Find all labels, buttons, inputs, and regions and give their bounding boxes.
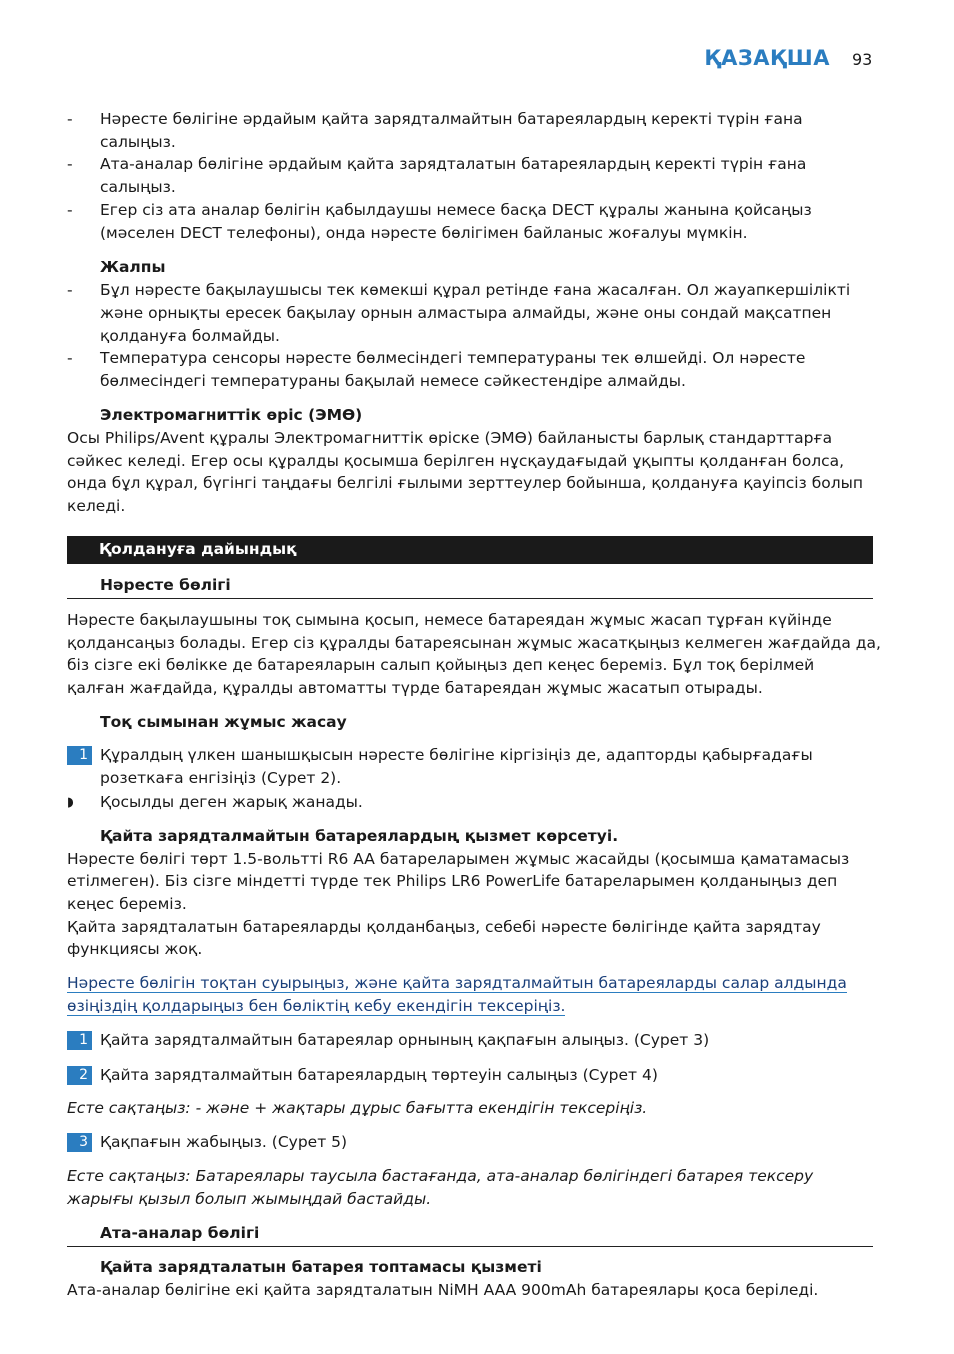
note-battery-line-2: жарығы қызыл болып жымыңдай бастайды. (67, 1190, 432, 1208)
warning-text-2: өзіңіздің қолдарыңыз бен бөліктің кебу екендігін тексеріңіз. (67, 997, 566, 1015)
nonrech-step-1: Қайта зарядталмайтын батареялар орнының қақпағын алыңыз. (Сурет 3) (100, 1031, 710, 1049)
intro-bullet-2-line-2: салыңыз. (100, 178, 176, 196)
dash-marker: - (67, 349, 73, 367)
baby-unit-line-2: қолдансаңыз болады. Егер сіз құралды батареясынан жұмыс жасатқыңыз келмеген жағдайда да, (67, 634, 881, 652)
nonrech-line-1: Нәресте бөлігі төрт 1.5-вольтті R6 AA батареларымен жұмыс жасайды (қосымша қаматамасыз (67, 850, 850, 868)
heading-rule (67, 598, 873, 599)
parent-unit-line: Ата-аналар бөлігіне екі қайта зарядталатын NiMH AAA 900mAh батареялары қоса беріледі. (67, 1281, 819, 1299)
warning-line-2 (67, 995, 565, 1018)
page-number: 93 (852, 50, 873, 69)
mains-result: Қосылды деген жарық жанады. (100, 793, 363, 811)
parent-unit-heading: Ата-аналар бөлігі (100, 1224, 260, 1242)
warning-text-1: Нәресте бөлігін тоқтан суырыңыз, және қайта зарядталмайтын батареяларды салар алдында (67, 974, 847, 992)
nonrech-line-4: Қайта зарядталатын батареяларды қолданбаңыз, себебі нәресте бөлігінде қайта зарядтау (67, 918, 821, 936)
nonrech-step-2: Қайта зарядталмайтын батареялардың төртеуін салыңыз (Сурет 4) (100, 1066, 658, 1084)
nonrech-step-3: Қақпағын жабыңыз. (Сурет 5) (100, 1133, 348, 1151)
dash-marker: - (67, 201, 73, 219)
baby-unit-line-4: қалған жағдайда, құралды автоматты түрде батареядан жұмыс жасатып отырады. (67, 679, 763, 697)
intro-bullet-1-line-1: Нәресте бөлігіне әрдайым қайта зарядталмайтын батареялардың керекті түрін ғана (100, 110, 803, 128)
section-header-bar (67, 536, 873, 564)
baby-unit-heading: Нәресте бөлігі (100, 576, 231, 594)
step-number-badge: 2 (67, 1066, 92, 1085)
intro-bullet-2-line-1: Ата-аналар бөлігіне әрдайым қайта зарядталатын батареялардың керекті түрін ғана (100, 155, 807, 173)
baby-unit-line-3: біз сізге екі бөлікке де батареяларын салып қойыңыз деп кеңес береміз. Бұл тоқ берілмей (67, 656, 815, 674)
mains-heading: Тоқ сымынан жұмыс жасау (100, 713, 347, 731)
intro-bullet-3-line-1: Егер сіз ата аналар бөлігін қабылдаушы немесе басқа DECT құралы жанына қойсаңыз (100, 201, 812, 219)
dash-marker: - (67, 281, 73, 299)
general-bullet-2-line-1: Температура сенсоры нәресте бөлмесіндегі температураны тек өлшейді. Ол нәресте (100, 349, 806, 367)
note-polarity: Есте сақтаңыз: - және + жақтары дұрыс бағытта екендігін тексеріңіз. (67, 1099, 648, 1117)
step-number-badge: 1 (67, 1031, 92, 1050)
general-bullet-1-line-2: және орнықты ересек бақылау орнын алмастыра алмайды, және оны сондай мақсатпен (100, 304, 832, 322)
dash-marker: - (67, 110, 73, 128)
rechargeable-heading: Қайта зарядталатын батарея топтамасы қызметі (100, 1258, 542, 1276)
nonrech-line-3: кеңес береміз. (67, 895, 187, 913)
intro-bullet-3-line-2: (мәселен DECT телефоны), онда нәресте бөлігімен байланыс жоғалуы мүмкін. (100, 224, 748, 242)
general-heading: Жалпы (100, 258, 166, 276)
emf-line-1: Осы Philips/Avent құралы Электромагниттік өріске (ЭМӨ) байланысты барлық стандарттарға (67, 429, 833, 447)
nonrech-line-2: етілмеген). Біз сізге міндетті түрде тек Philips LR6 PowerLife батареларымен қолданыңыз деп (67, 872, 838, 890)
nonrech-line-5: функциясы жоқ. (67, 940, 203, 958)
mains-step-1-line-2: розеткаға енгізіңіз (Сурет 2). (100, 769, 342, 787)
emf-line-4: келеді. (67, 497, 126, 515)
step-number-badge: 1 (67, 746, 92, 765)
intro-bullet-1-line-2: салыңыз. (100, 133, 176, 151)
emf-line-3: онда бұл құрал, бүгінгі таңдағы белгілі ғылыми зерттеулер бойынша, қолдануға қауіпсіз болып (67, 474, 864, 492)
page-language-title: ҚАЗАҚША (704, 46, 830, 70)
warning-line-1 (67, 972, 847, 995)
general-bullet-1-line-3: қолдануға болмайды. (100, 327, 280, 345)
baby-unit-line-1: Нәресте бақылаушыны тоқ сымына қосып, немесе батареядан жұмыс жасап тұрған күйінде (67, 611, 832, 629)
mains-step-1-line-1: Құралдың үлкен шанышқысын нәресте бөлігіне кіргізіңіз де, адапторды қабырғадағы (100, 746, 813, 764)
general-bullet-2-line-2: бөлмесіндегі температураны бақылай немесе сәйкестендіре алмайды. (100, 372, 686, 390)
section-title: Қолдануға дайындық (99, 540, 297, 558)
step-number-badge: 3 (67, 1133, 92, 1152)
heading-rule (67, 1246, 873, 1247)
emf-heading: Электромагниттік өріс (ЭМӨ) (100, 406, 363, 424)
general-bullet-1-line-1: Бұл нәресте бақылаушысы тек көмекші құрал ретінде ғана жасалған. Ол жауапкершілікті (100, 281, 851, 299)
emf-line-2: сәйкес келеді. Егер осы құралды қосымша берілген нұсқаудағыдай ұқыпты қолданған болса, (67, 452, 845, 470)
nonrech-heading: Қайта зарядталмайтын батареялардың қызмет көрсетуі. (100, 827, 619, 845)
note-battery-line-1: Есте сақтаңыз: Батареялары таусыла бастағанда, ата-аналар бөлігіндегі батарея тексеру (67, 1167, 814, 1185)
dash-marker: - (67, 155, 73, 173)
result-arrow-icon: ◗ (67, 795, 74, 810)
